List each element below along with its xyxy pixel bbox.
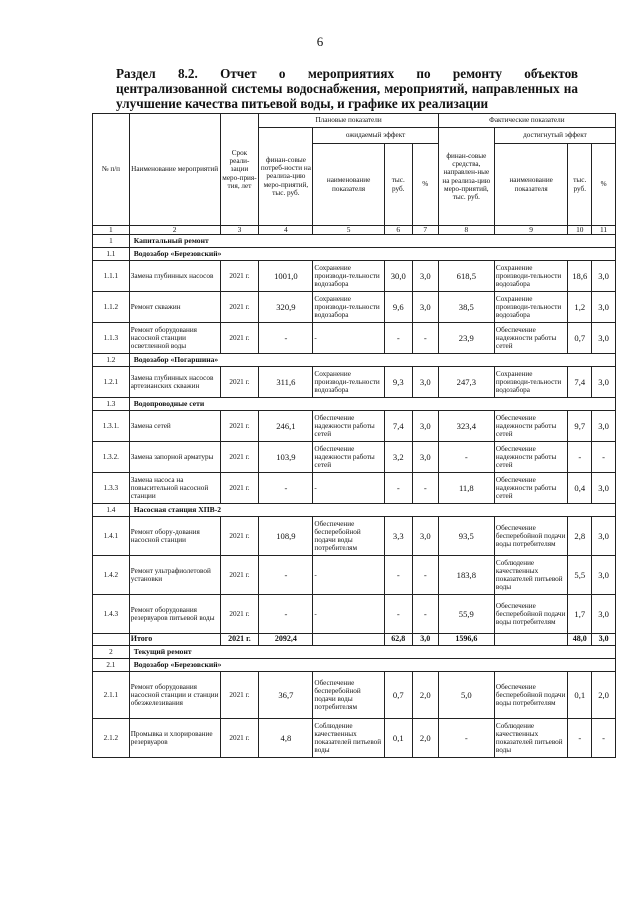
row-exp-pct: 3,0 bbox=[412, 411, 438, 442]
row-ach-thous: 48,0 bbox=[568, 634, 592, 646]
row-exp-pct: 3,0 bbox=[412, 634, 438, 646]
table-row bbox=[93, 719, 616, 758]
row-term: 2021 г. bbox=[220, 719, 259, 758]
row-exp-name: - bbox=[313, 323, 384, 354]
section-num: 1 bbox=[93, 235, 130, 248]
row-ach-thous: 0,1 bbox=[568, 672, 592, 719]
table-row bbox=[93, 672, 616, 719]
row-fact-fin: 23,9 bbox=[438, 323, 494, 354]
row-fact-fin: 5,0 bbox=[438, 672, 494, 719]
row-ach-pct: 3,0 bbox=[592, 323, 616, 354]
row-num: 2.1.1 bbox=[93, 672, 130, 719]
row-plan-fin: - bbox=[259, 473, 313, 504]
row-exp-name: - bbox=[313, 473, 384, 504]
row-exp-thous: 9,3 bbox=[384, 367, 412, 398]
title-line: улучшение качества питьевой воды, и графике их реализации bbox=[116, 96, 489, 111]
section-title: Насосная станция ХПВ-2 bbox=[129, 504, 615, 517]
row-plan-fin: - bbox=[259, 556, 313, 595]
row-ach-name: Обеспечение надежности работы сетей bbox=[494, 411, 567, 442]
row-term: 2021 г. bbox=[220, 672, 259, 719]
row-exp-pct: 3,0 bbox=[412, 292, 438, 323]
column-index: 3 bbox=[220, 226, 259, 235]
header-achieved: достигнутый эффект bbox=[494, 128, 615, 144]
row-exp-thous: 7,4 bbox=[384, 411, 412, 442]
table-row bbox=[93, 517, 616, 556]
row-term: 2021 г. bbox=[220, 292, 259, 323]
table-row bbox=[93, 323, 616, 354]
section-title: Водозабор «Погаршина» bbox=[129, 354, 615, 367]
section-num: 1.1 bbox=[93, 248, 130, 261]
section-title: Водопроводные сети bbox=[129, 398, 615, 411]
row-num: 1.3.3 bbox=[93, 473, 130, 504]
header-exp-thous: тыс. руб. bbox=[384, 144, 412, 226]
row-term: 2021 г. bbox=[220, 473, 259, 504]
row-num: 1.4.1 bbox=[93, 517, 130, 556]
row-ach-thous: 5,5 bbox=[568, 556, 592, 595]
section-title: Водозабор «Березовский» bbox=[129, 659, 615, 672]
row-fact-fin: 11,8 bbox=[438, 473, 494, 504]
row-exp-pct: 2,0 bbox=[412, 672, 438, 719]
row-fact-fin: 55,9 bbox=[438, 595, 494, 634]
column-index: 8 bbox=[438, 226, 494, 235]
section-title: Капитальный ремонт bbox=[129, 235, 615, 248]
row-exp-name: Соблюдение качественных показателей питьевой воды bbox=[313, 719, 384, 758]
row-exp-thous: - bbox=[384, 556, 412, 595]
row-name: Ремонт оборудования насосной станции осветленной воды bbox=[129, 323, 220, 354]
row-ach-name: Сохранение производи-тельности водозабора bbox=[494, 367, 567, 398]
row-num bbox=[93, 634, 130, 646]
section-num: 2.1 bbox=[93, 659, 130, 672]
title-line: централизованной системы водоснабжения, мероприятий, направленных на bbox=[116, 81, 578, 96]
row-name: Замена насоса на повысительной насосной станции bbox=[129, 473, 220, 504]
row-ach-pct: 3,0 bbox=[592, 517, 616, 556]
row-term: 2021 г. bbox=[220, 442, 259, 473]
row-name: Замена глубинных насосов артезианских скважин bbox=[129, 367, 220, 398]
header-plan: Плановые показатели bbox=[259, 114, 438, 128]
row-exp-thous: 9,6 bbox=[384, 292, 412, 323]
row-ach-name: Обеспечение бесперебойной подачи воды потребителям bbox=[494, 517, 567, 556]
row-ach-pct: 3,0 bbox=[592, 595, 616, 634]
row-term: 2021 г. bbox=[220, 634, 259, 646]
section-title: Текущий ремонт bbox=[129, 646, 615, 659]
header-expected: ожидаемый эффект bbox=[313, 128, 438, 144]
row-plan-fin: 2092,4 bbox=[259, 634, 313, 646]
row-exp-name: Сохранение производи-тельности водозабора bbox=[313, 261, 384, 292]
row-name: Замена глубинных насосов bbox=[129, 261, 220, 292]
column-index: 4 bbox=[259, 226, 313, 235]
table-row bbox=[93, 367, 616, 398]
row-fact-fin: 247,3 bbox=[438, 367, 494, 398]
row-ach-pct: 3,0 bbox=[592, 473, 616, 504]
row-ach-thous: 7,4 bbox=[568, 367, 592, 398]
row-ach-thous: 1,2 bbox=[568, 292, 592, 323]
page-number: 6 bbox=[316, 34, 324, 49]
row-exp-name: - bbox=[313, 556, 384, 595]
row-exp-pct: - bbox=[412, 556, 438, 595]
row-fact-fin: 38,5 bbox=[438, 292, 494, 323]
row-term: 2021 г. bbox=[220, 517, 259, 556]
section-num: 1.2 bbox=[93, 354, 130, 367]
section-row bbox=[93, 504, 616, 517]
row-ach-name: Обеспечение надежности работы сетей bbox=[494, 323, 567, 354]
row-exp-name: - bbox=[313, 595, 384, 634]
row-ach-name: Сохранение производи-тельности водозабора bbox=[494, 261, 567, 292]
header-term: Срок реали-зации меро-прия-тия, лет bbox=[220, 114, 259, 226]
row-ach-name: Обеспечение надежности работы сетей bbox=[494, 442, 567, 473]
row-term: 2021 г. bbox=[220, 411, 259, 442]
row-exp-name: Обеспечение надежности работы сетей bbox=[313, 442, 384, 473]
row-name: Ремонт обору-дования насосной станции bbox=[129, 517, 220, 556]
row-ach-pct: 3,0 bbox=[592, 634, 616, 646]
row-plan-fin: 320,9 bbox=[259, 292, 313, 323]
row-exp-pct: - bbox=[412, 473, 438, 504]
section-row bbox=[93, 235, 616, 248]
row-ach-thous: 2,8 bbox=[568, 517, 592, 556]
row-num: 1.3.2. bbox=[93, 442, 130, 473]
row-exp-name: Сохранение производи-тельности водозабора bbox=[313, 367, 384, 398]
row-ach-thous: - bbox=[568, 442, 592, 473]
column-index: 11 bbox=[592, 226, 616, 235]
row-ach-name: Обеспечение надежности работы сетей bbox=[494, 473, 567, 504]
header-row bbox=[93, 114, 616, 128]
row-fact-fin: 93,5 bbox=[438, 517, 494, 556]
row-exp-name: Обеспечение надежности работы сетей bbox=[313, 411, 384, 442]
row-fact-fin: 1596,6 bbox=[438, 634, 494, 646]
row-term: 2021 г. bbox=[220, 323, 259, 354]
table-row bbox=[93, 292, 616, 323]
row-exp-thous: - bbox=[384, 595, 412, 634]
header-ach-pct: % bbox=[592, 144, 616, 226]
row-exp-thous: 3,3 bbox=[384, 517, 412, 556]
row-exp-pct: 3,0 bbox=[412, 367, 438, 398]
header-ach-thous: тыс. руб. bbox=[568, 144, 592, 226]
header-name: Наименование мероприятий bbox=[129, 114, 220, 226]
section-row bbox=[93, 646, 616, 659]
row-term: 2021 г. bbox=[220, 261, 259, 292]
row-fact-fin: - bbox=[438, 719, 494, 758]
row-name: Ремонт скважин bbox=[129, 292, 220, 323]
row-exp-name: Обеспечение бесперебойной подачи воды потребителям bbox=[313, 517, 384, 556]
row-name: Итого bbox=[129, 634, 220, 646]
column-index: 5 bbox=[313, 226, 384, 235]
row-ach-pct: 3,0 bbox=[592, 411, 616, 442]
row-plan-fin: 36,7 bbox=[259, 672, 313, 719]
row-term: 2021 г. bbox=[220, 556, 259, 595]
row-ach-name: Соблюдение качественных показателей питьевой воды bbox=[494, 556, 567, 595]
table-row bbox=[93, 473, 616, 504]
row-ach-name: Соблюдение качественных показателей питьевой воды bbox=[494, 719, 567, 758]
row-exp-pct: 3,0 bbox=[412, 517, 438, 556]
section-num: 1.4 bbox=[93, 504, 130, 517]
row-ach-pct: 3,0 bbox=[592, 292, 616, 323]
header-exp-pct: % bbox=[412, 144, 438, 226]
row-exp-thous: 30,0 bbox=[384, 261, 412, 292]
row-exp-pct: - bbox=[412, 323, 438, 354]
table-row bbox=[93, 261, 616, 292]
row-ach-name: Обеспечение бесперебойной подачи воды потребителям bbox=[494, 672, 567, 719]
section-num: 1.3 bbox=[93, 398, 130, 411]
row-exp-thous: 3,2 bbox=[384, 442, 412, 473]
row-num: 1.4.3 bbox=[93, 595, 130, 634]
row-ach-name: Сохранение производи-тельности водозабора bbox=[494, 292, 567, 323]
row-exp-thous: - bbox=[384, 473, 412, 504]
section-title: Водозабор «Березовский» bbox=[129, 248, 615, 261]
row-exp-pct: 3,0 bbox=[412, 261, 438, 292]
section-row bbox=[93, 248, 616, 261]
row-ach-pct: 3,0 bbox=[592, 261, 616, 292]
column-index: 6 bbox=[384, 226, 412, 235]
row-plan-fin: - bbox=[259, 595, 313, 634]
row-plan-fin: 311,6 bbox=[259, 367, 313, 398]
section-row bbox=[93, 354, 616, 367]
header-fact: Фактические показатели bbox=[438, 114, 615, 128]
row-plan-fin: - bbox=[259, 323, 313, 354]
row-exp-thous: 0,1 bbox=[384, 719, 412, 758]
row-ach-name: Обеспечение бесперебойной подачи воды потребителям bbox=[494, 595, 567, 634]
row-name: Ремонт оборудования резервуаров питьевой воды bbox=[129, 595, 220, 634]
row-num: 1.1.3 bbox=[93, 323, 130, 354]
row-num: 1.1.1 bbox=[93, 261, 130, 292]
row-fact-fin: 183,8 bbox=[438, 556, 494, 595]
row-exp-pct: - bbox=[412, 595, 438, 634]
column-index: 2 bbox=[129, 226, 220, 235]
table-row bbox=[93, 442, 616, 473]
row-ach-pct: 3,0 bbox=[592, 367, 616, 398]
column-index-row bbox=[93, 226, 616, 235]
row-ach-thous: - bbox=[568, 719, 592, 758]
section-num: 2 bbox=[93, 646, 130, 659]
row-plan-fin: 4,8 bbox=[259, 719, 313, 758]
row-ach-pct: 2,0 bbox=[592, 672, 616, 719]
row-num: 2.1.2 bbox=[93, 719, 130, 758]
row-fact-fin: 618,5 bbox=[438, 261, 494, 292]
row-exp-name: Обеспечение бесперебойной подачи воды потребителям bbox=[313, 672, 384, 719]
table-row bbox=[93, 411, 616, 442]
section-row bbox=[93, 659, 616, 672]
row-ach-thous: 0,7 bbox=[568, 323, 592, 354]
row-ach-pct: 3,0 bbox=[592, 556, 616, 595]
row-ach-thous: 9,7 bbox=[568, 411, 592, 442]
row-term: 2021 г. bbox=[220, 595, 259, 634]
column-index: 7 bbox=[412, 226, 438, 235]
row-name: Ремонт ультрафиолетовой установки bbox=[129, 556, 220, 595]
table-row bbox=[93, 556, 616, 595]
row-name: Ремонт оборудования насосной станции и станции обезжелезивания bbox=[129, 672, 220, 719]
header-ach-name: наименование показателя bbox=[494, 144, 567, 226]
row-plan-fin: 108,9 bbox=[259, 517, 313, 556]
row-exp-thous: 0,7 bbox=[384, 672, 412, 719]
column-index: 1 bbox=[93, 226, 130, 235]
report-title bbox=[116, 66, 578, 111]
row-num: 1.2.1 bbox=[93, 367, 130, 398]
row-name: Замена запорной арматуры bbox=[129, 442, 220, 473]
header-num: № п/п bbox=[93, 114, 130, 226]
row-exp-thous: - bbox=[384, 323, 412, 354]
row-name: Промывка и хлорирование резервуаров bbox=[129, 719, 220, 758]
total-row bbox=[93, 634, 616, 646]
row-fact-fin: 323,4 bbox=[438, 411, 494, 442]
column-index: 10 bbox=[568, 226, 592, 235]
column-index: 9 bbox=[494, 226, 567, 235]
row-num: 1.3.1. bbox=[93, 411, 130, 442]
row-ach-thous: 1,7 bbox=[568, 595, 592, 634]
row-exp-name bbox=[313, 634, 384, 646]
row-exp-pct: 3,0 bbox=[412, 442, 438, 473]
row-num: 1.4.2 bbox=[93, 556, 130, 595]
row-ach-pct: - bbox=[592, 442, 616, 473]
row-plan-fin: 246,1 bbox=[259, 411, 313, 442]
row-exp-pct: 2,0 bbox=[412, 719, 438, 758]
row-ach-pct: - bbox=[592, 719, 616, 758]
row-num: 1.1.2 bbox=[93, 292, 130, 323]
row-name: Замена сетей bbox=[129, 411, 220, 442]
row-ach-thous: 0,4 bbox=[568, 473, 592, 504]
section-row bbox=[93, 398, 616, 411]
row-exp-name: Сохранение производи-тельности водозабора bbox=[313, 292, 384, 323]
header-fact-fin: финан-совые средства, направлен-ные на реализа-цию меро-приятий, тыс. руб. bbox=[438, 128, 494, 226]
report-table bbox=[92, 113, 616, 758]
row-term: 2021 г. bbox=[220, 367, 259, 398]
row-exp-thous: 62,8 bbox=[384, 634, 412, 646]
title-line: Раздел 8.2. Отчет о мероприятиях по ремонту объектов bbox=[116, 66, 578, 81]
table-row bbox=[93, 595, 616, 634]
row-plan-fin: 1001,0 bbox=[259, 261, 313, 292]
row-ach-name bbox=[494, 634, 567, 646]
row-plan-fin: 103,9 bbox=[259, 442, 313, 473]
header-plan-fin: финан-совые потреб-ности на реализа-цию меро-приятий, тыс. руб. bbox=[259, 128, 313, 226]
row-fact-fin: - bbox=[438, 442, 494, 473]
row-ach-thous: 18,6 bbox=[568, 261, 592, 292]
header-exp-name: наименование показателя bbox=[313, 144, 384, 226]
